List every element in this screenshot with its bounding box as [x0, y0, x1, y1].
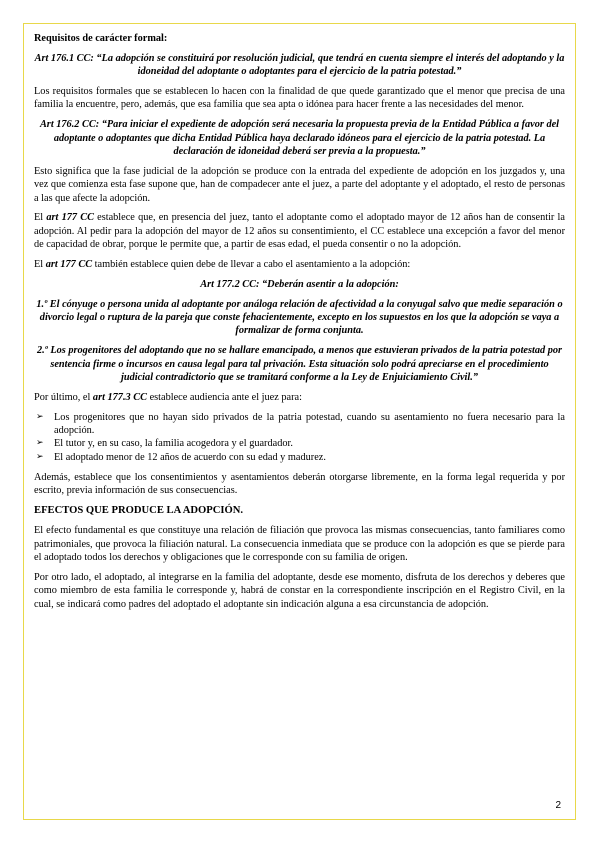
text-prefix: El	[34, 212, 47, 224]
paragraph-fase-judicial: Esto significa que la fase judicial de la adopción se produce con la entrada del expediente de adopción en los juzgados y, una vez que comienza esta fase supone que, han de compadecer ante el juez, a parte del adoptante y el adoptado, el resto de personas a las que afecte la adopción.	[34, 165, 565, 204]
list-item: ➢ El tutor y, en su caso, la familia acogedora y el guardador.	[36, 438, 293, 450]
heading-requisitos: Requisitos de carácter formal:	[34, 33, 168, 44]
text-body: establece audiencia ante el juez para:	[147, 391, 302, 403]
list-item: ➢ El adoptado menor de 12 años de acuerdo con su edad y madurez.	[36, 451, 326, 463]
audiencia-list	[34, 411, 565, 465]
article-176-2-quote: Art 176.2 CC: “Para iniciar el expediente de adopción será necesaria la propuesta previa de la Entidad Pública a favor del adoptante o adoptantes que dicha Entidad Pública haya declarado idóneos para el ejercicio de la patria potestad. La declaración de idoneidad deberá ser previa a la propuesta.”	[39, 119, 560, 158]
text-prefix: Por último, el	[34, 391, 93, 403]
arrowhead-bullet-icon: ➢	[36, 438, 44, 449]
article-reference: art 177 CC	[46, 212, 94, 224]
arrowhead-bullet-icon: ➢	[36, 451, 44, 462]
text-body: establece que, en presencia del juez, tanto el adoptante como el adoptado mayor de 12 años han de consentir la adopción. Al pedir para la adopción del mayor de 12 años su consentimiento, el CC establece una excepción a favor del menor de capacidad de obrar, porque le permite que, a partir de esas edad, el pueda consentir o no la adopción.	[34, 212, 565, 251]
article-177-2-item-1: 1.º El cónyuge o persona unida al adoptante por análoga relación de afectividad a la conyugal salvo que medie separación o divorcio legal o ruptura de la pareja que conste fehacientemente, excepto en los supuestos en los que la adopción se vaya a formalizar de forma conjunta.	[36, 298, 563, 337]
article-reference: art 177 CC	[45, 259, 93, 271]
article-176-1-quote: Art 176.1 CC: “La adopción se constituirá por resolución judicial, que tendrá en cuenta siempre el interés del adoptando y la idoneidad del adoptante o adoptantes para el ejercicio de la patria potestad.”	[34, 52, 565, 78]
paragraph-art-177-3	[34, 391, 565, 404]
article-177-2-item-2: 2.º Los progenitores del adoptando que no se hallare emancipado, a menos que estuvieran privados de la patria potestad por sentencia firme o incursos en causa legal para tal privación. Esta situación solo podrá apreciarse en el procedimiento judicial contradictorio que se tramitará conforme a la Ley de Enjuiciamiento Civil.”	[36, 345, 563, 384]
article-177-2-title: Art 177.2 CC: “Deberán asentir a la adopción:	[200, 278, 399, 290]
arrowhead-bullet-icon: ➢	[36, 411, 44, 422]
article-reference: art 177.3 CC	[92, 391, 147, 403]
paragraph-integracion-familia: Por otro lado, el adoptado, al integrarse en la familia del adoptante, desde ese momento, disfruta de los derechos y deberes que como miembro de esta familia le corresponde y, habrá de constar en la correspondiente inscripción en el Registro Civil, en la cual, se indicará como padres del adoptado el adoptante sin indicación alguna a esa circunstancia de adopción.	[34, 571, 565, 610]
list-item: ➢ Los progenitores que no hayan sido privados de la patria potestad, cuando su asentamiento no fuera necesario para la adopción.	[36, 411, 565, 437]
heading-efectos: EFECTOS QUE PRODUCE LA ADOPCIÓN.	[34, 504, 244, 516]
page-number: 2	[555, 800, 561, 811]
paragraph-efecto-fundamental: El efecto fundamental es que constituye una relación de filiación que provoca las mismas consecuencias, tanto familiares como patrimoniales, que provoca la filiación natural. La consecuencia inmediata que se produce con la adopción es que se pierde para el adoptado todos los derechos y obligaciones que le corresponde con su familia de origen.	[34, 525, 565, 564]
paragraph-art-177-asentamiento	[34, 258, 565, 271]
text-body: también establece quien debe de llevar a cabo el asentamiento a la adopción:	[92, 259, 411, 271]
paragraph-requisitos-formales: Los requisitos formales que se establecen lo hacen con la finalidad de que quede garantizado que el menor que precisa de una familia la encuentre, pero, además, que esa familia que sea apta o idónea para hacer frente a las necesidades del menor.	[34, 86, 565, 111]
text-prefix: El	[34, 259, 46, 271]
paragraph-art-177-consentimiento	[34, 211, 565, 251]
paragraph-consentimientos: Además, establece que los consentimientos y asentamientos deberán otorgarse libremente, en la forma legal requerida y por escrito, previa información de sus consecuencias.	[34, 471, 565, 497]
document-body	[34, 32, 565, 617]
